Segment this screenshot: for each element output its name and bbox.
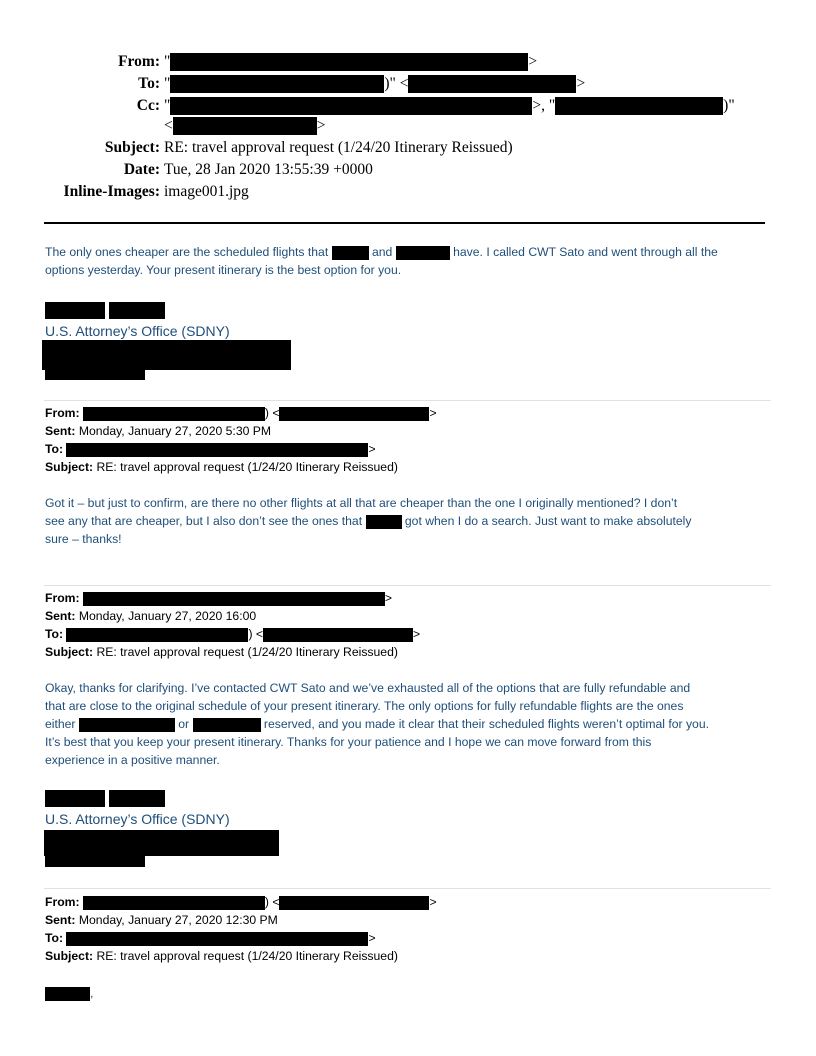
fwd-from-row: From: ) < >	[45, 406, 437, 420]
fwd-sent-row	[45, 911, 278, 929]
redaction	[83, 896, 265, 910]
redaction	[83, 407, 265, 421]
message-line: that are close to the original schedule of your present itinerary. The only options for fully refundable flights are the ones	[45, 699, 684, 713]
text-fragment: and	[372, 245, 393, 259]
redaction	[170, 53, 528, 71]
from-value: " >	[164, 53, 538, 70]
signature-name-redaction	[109, 302, 165, 319]
fwd-to-row: To: >	[45, 442, 376, 456]
signature-details-redaction	[45, 368, 145, 380]
fwd-subject-row	[45, 947, 398, 965]
fwd-subject-row	[45, 643, 398, 661]
redaction	[170, 75, 384, 93]
header-divider	[44, 222, 765, 224]
redaction	[396, 246, 450, 260]
sent-label: Sent:	[45, 609, 76, 623]
redaction	[555, 97, 723, 115]
subject-value: RE: travel approval request (1/24/20 Itinerary Reissued)	[164, 139, 513, 156]
message-line	[45, 243, 777, 261]
fwd-from-row: From: >	[45, 591, 393, 605]
redaction	[408, 75, 576, 93]
redaction	[193, 718, 261, 732]
message-line	[45, 715, 777, 733]
redaction	[279, 896, 429, 910]
subject-value: RE: travel approval request (1/24/20 Itinerary Reissued)	[96, 645, 398, 659]
message-body-3	[45, 679, 777, 769]
message-body-1	[45, 243, 777, 279]
signature-name-redaction	[109, 790, 165, 807]
text-fragment: reserved, and you made it clear that their scheduled flights weren’t optimal for you.	[263, 717, 709, 731]
sent-value: Monday, January 27, 2020 16:00	[78, 609, 257, 623]
redaction	[66, 932, 368, 946]
fwd-subject-row	[45, 458, 398, 476]
salutation-comma: ,	[90, 986, 94, 1000]
from-label: From:	[45, 895, 80, 909]
redaction	[66, 628, 248, 642]
signature-details-redaction	[45, 854, 145, 867]
from-label: From:	[118, 53, 160, 70]
date-label: Date:	[123, 161, 160, 178]
message-line: experience in a positive manner.	[45, 753, 220, 767]
to-label: To:	[45, 931, 64, 945]
message-line: sure – thanks!	[45, 532, 122, 546]
redaction	[79, 718, 175, 732]
text-fragment: got when I do a search. Just want to make absolutely	[404, 514, 692, 528]
cc-value-continued: < >	[164, 117, 326, 134]
inline-images-label: Inline-Images:	[63, 183, 160, 200]
to-label: To:	[45, 627, 64, 641]
signature-name-redaction	[45, 302, 105, 319]
redaction	[366, 515, 402, 529]
signature-office: U.S. Attorney’s Office (SDNY)	[45, 811, 230, 827]
from-label: From:	[45, 406, 80, 420]
redaction	[45, 987, 90, 1001]
to-label: To:	[45, 442, 64, 456]
message-line: Got it – but just to confirm, are there no other flights at all that are cheaper than the one I originally mentioned? I don’t	[45, 496, 678, 510]
signature-office: U.S. Attorney’s Office (SDNY)	[45, 323, 230, 339]
inline-images-value: image001.jpg	[164, 183, 249, 200]
text-fragment: or	[178, 717, 190, 731]
text-fragment: The only ones cheaper are the scheduled flights that	[45, 245, 329, 259]
redaction	[279, 407, 429, 421]
message-line: options yesterday. Your present itinerary is the best option for you.	[45, 263, 402, 277]
signature-name-redaction	[45, 790, 105, 807]
subject-label: Subject:	[45, 949, 94, 963]
fwd-from-row: From: ) < >	[45, 895, 437, 909]
signature-details-redaction	[42, 340, 291, 370]
text-fragment: see any that are cheaper, but I also don’t see the ones that	[45, 514, 363, 528]
separator	[44, 400, 771, 401]
fwd-to-row: To: ) < >	[45, 627, 421, 641]
sent-value: Monday, January 27, 2020 5:30 PM	[78, 424, 272, 438]
subject-value: RE: travel approval request (1/24/20 Itinerary Reissued)	[96, 949, 398, 963]
to-label: To:	[138, 75, 160, 92]
redaction	[83, 592, 385, 606]
message-line	[45, 512, 777, 530]
to-value: " )" < >	[164, 75, 586, 92]
subject-label: Subject:	[45, 460, 94, 474]
text-fragment: have. I called CWT Sato and went through all the	[453, 245, 718, 259]
text-fragment: either	[45, 717, 76, 731]
subject-label: Subject:	[45, 645, 94, 659]
sent-label: Sent:	[45, 424, 76, 438]
redaction	[66, 443, 368, 457]
cc-label: Cc:	[136, 97, 160, 114]
redaction	[263, 628, 413, 642]
sent-label: Sent:	[45, 913, 76, 927]
message-line: Okay, thanks for clarifying. I’ve contacted CWT Sato and we’ve exhausted all of the options that are fully refundable and	[45, 681, 691, 695]
redaction	[173, 117, 317, 135]
subject-value: RE: travel approval request (1/24/20 Itinerary Reissued)	[96, 460, 398, 474]
redaction	[170, 97, 532, 115]
redaction	[332, 246, 369, 260]
from-label: From:	[45, 591, 80, 605]
message-body-2	[45, 494, 777, 548]
fwd-sent-row	[45, 422, 271, 440]
date-value: Tue, 28 Jan 2020 13:55:39 +0000	[164, 161, 373, 178]
separator	[44, 888, 771, 889]
cc-value: " >, " )"	[164, 97, 735, 114]
fwd-to-row: To: >	[45, 931, 376, 945]
message-line: It’s best that you keep your present itinerary. Thanks for your patience and I hope we can move forward from this	[45, 735, 652, 749]
sent-value: Monday, January 27, 2020 12:30 PM	[78, 913, 278, 927]
subject-label: Subject:	[104, 139, 160, 156]
salutation	[45, 984, 93, 1002]
separator	[44, 585, 771, 586]
fwd-sent-row	[45, 607, 256, 625]
signature-details-redaction	[44, 830, 279, 856]
